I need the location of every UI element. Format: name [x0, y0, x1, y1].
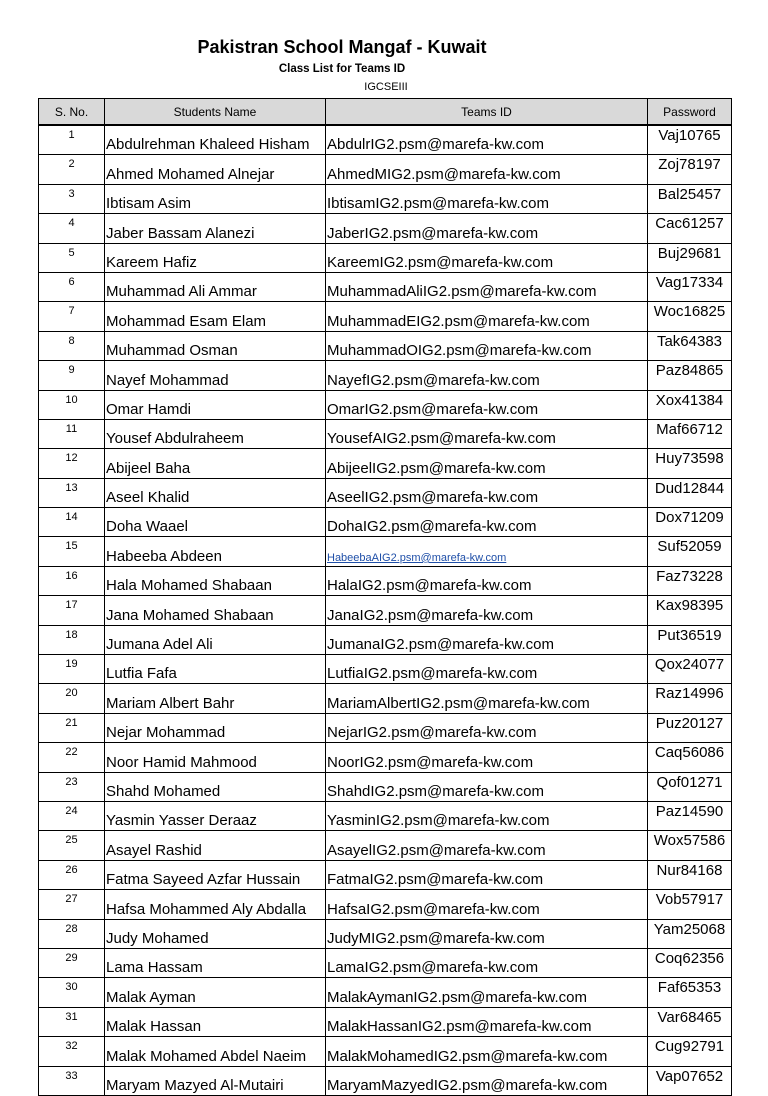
cell-password: Wox57586: [648, 831, 732, 860]
table-row: [39, 684, 732, 713]
cell-student-name: Muhammad Osman: [105, 331, 326, 360]
table-row: [39, 537, 732, 566]
cell-password: Qof01271: [648, 772, 732, 801]
table-row: [39, 978, 732, 1007]
table-row: [39, 713, 732, 742]
cell-student-name: Malak Hassan: [105, 1007, 326, 1036]
cell-teams-id: LamaIG2.psm@marefa-kw.com: [326, 948, 648, 977]
cell-password: Vap07652: [648, 1066, 732, 1095]
table-row: [39, 243, 732, 272]
table-row: [39, 1007, 732, 1036]
cell-password: Faf65353: [648, 978, 732, 1007]
cell-password: Vaj10765: [648, 125, 732, 155]
cell-sno: 16: [39, 566, 105, 595]
cell-student-name: Muhammad Ali Ammar: [105, 272, 326, 301]
cell-student-name: Ahmed Mohamed Alnejar: [105, 155, 326, 184]
cell-teams-id: DohaIG2.psm@marefa-kw.com: [326, 508, 648, 537]
table-row: [39, 184, 732, 213]
cell-password: Kax98395: [648, 596, 732, 625]
cell-sno: 17: [39, 596, 105, 625]
table-row: [39, 272, 732, 301]
table-row: [39, 478, 732, 507]
cell-sno: 8: [39, 331, 105, 360]
cell-student-name: Nayef Mohammad: [105, 361, 326, 390]
cell-student-name: Kareem Hafiz: [105, 243, 326, 272]
cell-teams-id: MalakHassanIG2.psm@marefa-kw.com: [326, 1007, 648, 1036]
cell-teams-id: MalakMohamedIG2.psm@marefa-kw.com: [326, 1037, 648, 1066]
cell-password: Caq56086: [648, 743, 732, 772]
cell-password: Suf52059: [648, 537, 732, 566]
cell-student-name: Yasmin Yasser Deraaz: [105, 801, 326, 830]
table-row: [39, 361, 732, 390]
cell-teams-id: KareemIG2.psm@marefa-kw.com: [326, 243, 648, 272]
cell-student-name: Hafsa Mohammed Aly Abdalla: [105, 890, 326, 919]
cell-password: Buj29681: [648, 243, 732, 272]
table-row: [39, 1066, 732, 1095]
table-row: [39, 125, 732, 155]
cell-student-name: Shahd Mohamed: [105, 772, 326, 801]
table-row: [39, 419, 732, 448]
cell-sno: 13: [39, 478, 105, 507]
table-body: [39, 125, 732, 1095]
cell-student-name: Omar Hamdi: [105, 390, 326, 419]
cell-teams-id: NayefIG2.psm@marefa-kw.com: [326, 361, 648, 390]
cell-teams-id: MuhammadOIG2.psm@marefa-kw.com: [326, 331, 648, 360]
cell-student-name: Malak Ayman: [105, 978, 326, 1007]
cell-sno: 12: [39, 449, 105, 478]
cell-sno: 31: [39, 1007, 105, 1036]
teams-id-link[interactable]: HabeebaAIG2.psm@marefa-kw.com: [327, 551, 507, 564]
cell-student-name: Abdulrehman Khaleed Hisham: [105, 125, 326, 155]
cell-student-name: Nejar Mohammad: [105, 713, 326, 742]
cell-password: Maf66712: [648, 419, 732, 448]
cell-teams-id: AseelIG2.psm@marefa-kw.com: [326, 478, 648, 507]
cell-password: Put36519: [648, 625, 732, 654]
cell-sno: 1: [39, 125, 105, 155]
cell-student-name: Maryam Mazyed Al-Mutairi: [105, 1066, 326, 1095]
cell-teams-id: MalakAymanIG2.psm@marefa-kw.com: [326, 978, 648, 1007]
cell-sno: 29: [39, 948, 105, 977]
cell-teams-id: LutfiaIG2.psm@marefa-kw.com: [326, 655, 648, 684]
cell-password: Vob57917: [648, 890, 732, 919]
table-row: [39, 155, 732, 184]
cell-password: Vag17334: [648, 272, 732, 301]
cell-password: Xox41384: [648, 390, 732, 419]
cell-student-name: Jana Mohamed Shabaan: [105, 596, 326, 625]
cell-password: Paz14590: [648, 801, 732, 830]
cell-sno: 30: [39, 978, 105, 1007]
header-sno: S. No.: [39, 99, 105, 126]
cell-sno: 9: [39, 361, 105, 390]
cell-sno: 23: [39, 772, 105, 801]
cell-password: Cac61257: [648, 214, 732, 243]
table-row: [39, 948, 732, 977]
cell-sno: 27: [39, 890, 105, 919]
cell-teams-id: MuhammadAliIG2.psm@marefa-kw.com: [326, 272, 648, 301]
cell-teams-id: JudyMIG2.psm@marefa-kw.com: [326, 919, 648, 948]
cell-password: Dud12844: [648, 478, 732, 507]
cell-sno: 4: [39, 214, 105, 243]
cell-sno: 20: [39, 684, 105, 713]
cell-password: Puz20127: [648, 713, 732, 742]
cell-sno: 26: [39, 860, 105, 889]
table-row: [39, 214, 732, 243]
cell-password: Zoj78197: [648, 155, 732, 184]
cell-student-name: Malak Mohamed Abdel Naeim: [105, 1037, 326, 1066]
cell-sno: 18: [39, 625, 105, 654]
cell-sno: 19: [39, 655, 105, 684]
cell-teams-id: NejarIG2.psm@marefa-kw.com: [326, 713, 648, 742]
table-row: [39, 390, 732, 419]
cell-teams-id: MuhammadEIG2.psm@marefa-kw.com: [326, 302, 648, 331]
cell-teams-id: AbijeelIG2.psm@marefa-kw.com: [326, 449, 648, 478]
cell-teams-id: FatmaIG2.psm@marefa-kw.com: [326, 860, 648, 889]
cell-teams-id: MariamAlbertIG2.psm@marefa-kw.com: [326, 684, 648, 713]
cell-password: Var68465: [648, 1007, 732, 1036]
cell-student-name: Judy Mohamed: [105, 919, 326, 948]
cell-sno: 14: [39, 508, 105, 537]
class-code: IGCSEIII: [364, 81, 408, 93]
table-row: [39, 655, 732, 684]
cell-student-name: Jumana Adel Ali: [105, 625, 326, 654]
cell-student-name: Yousef Abdulraheem: [105, 419, 326, 448]
cell-sno: 11: [39, 419, 105, 448]
cell-teams-id: AsayelIG2.psm@marefa-kw.com: [326, 831, 648, 860]
cell-password: Woc16825: [648, 302, 732, 331]
cell-teams-id: IbtisamIG2.psm@marefa-kw.com: [326, 184, 648, 213]
cell-sno: 7: [39, 302, 105, 331]
cell-sno: 22: [39, 743, 105, 772]
class-list-table: [38, 98, 732, 1096]
cell-student-name: Mariam Albert Bahr: [105, 684, 326, 713]
cell-teams-id: NoorIG2.psm@marefa-kw.com: [326, 743, 648, 772]
cell-teams-id: JumanaIG2.psm@marefa-kw.com: [326, 625, 648, 654]
cell-password: Tak64383: [648, 331, 732, 360]
cell-password: Yam25068: [648, 919, 732, 948]
cell-student-name: Noor Hamid Mahmood: [105, 743, 326, 772]
cell-password: Qox24077: [648, 655, 732, 684]
header-password: Password: [648, 99, 732, 126]
table-header-row: [39, 99, 732, 126]
cell-sno: 28: [39, 919, 105, 948]
cell-student-name: Doha Waael: [105, 508, 326, 537]
cell-student-name: Habeeba Abdeen: [105, 537, 326, 566]
cell-password: Faz73228: [648, 566, 732, 595]
cell-student-name: Aseel Khalid: [105, 478, 326, 507]
cell-password: Coq62356: [648, 948, 732, 977]
table-row: [39, 596, 732, 625]
cell-teams-id: ShahdIG2.psm@marefa-kw.com: [326, 772, 648, 801]
header-teams-id: Teams ID: [326, 99, 648, 126]
cell-student-name: Jaber Bassam Alanezi: [105, 214, 326, 243]
cell-sno: 33: [39, 1066, 105, 1095]
cell-sno: 10: [39, 390, 105, 419]
cell-teams-id: HalaIG2.psm@marefa-kw.com: [326, 566, 648, 595]
cell-sno: 24: [39, 801, 105, 830]
table-row: [39, 566, 732, 595]
header-student-name: Students Name: [105, 99, 326, 126]
cell-teams-id: YousefAIG2.psm@marefa-kw.com: [326, 419, 648, 448]
cell-teams-id: AhmedMIG2.psm@marefa-kw.com: [326, 155, 648, 184]
cell-password: Huy73598: [648, 449, 732, 478]
cell-teams-id: OmarIG2.psm@marefa-kw.com: [326, 390, 648, 419]
table-row: [39, 772, 732, 801]
cell-password: Dox71209: [648, 508, 732, 537]
table-row: [39, 1037, 732, 1066]
table-row: [39, 331, 732, 360]
table-row: [39, 743, 732, 772]
cell-password: Paz84865: [648, 361, 732, 390]
cell-password: Cug92791: [648, 1037, 732, 1066]
cell-sno: 32: [39, 1037, 105, 1066]
cell-teams-id: HafsaIG2.psm@marefa-kw.com: [326, 890, 648, 919]
document-subtitle: Class List for Teams ID: [278, 63, 406, 75]
cell-student-name: Mohammad Esam Elam: [105, 302, 326, 331]
table-row: [39, 860, 732, 889]
table-row: [39, 449, 732, 478]
cell-sno: 25: [39, 831, 105, 860]
cell-student-name: Hala Mohamed Shabaan: [105, 566, 326, 595]
cell-sno: 2: [39, 155, 105, 184]
cell-teams-id: YasminIG2.psm@marefa-kw.com: [326, 801, 648, 830]
cell-teams-id: [326, 537, 648, 566]
cell-student-name: Abijeel Baha: [105, 449, 326, 478]
cell-student-name: Fatma Sayeed Azfar Hussain: [105, 860, 326, 889]
cell-student-name: Lutfia Fafa: [105, 655, 326, 684]
cell-teams-id: MaryamMazyedIG2.psm@marefa-kw.com: [326, 1066, 648, 1095]
cell-sno: 21: [39, 713, 105, 742]
table-row: [39, 801, 732, 830]
cell-teams-id: JaberIG2.psm@marefa-kw.com: [326, 214, 648, 243]
cell-sno: 6: [39, 272, 105, 301]
table-row: [39, 625, 732, 654]
cell-password: Raz14996: [648, 684, 732, 713]
cell-student-name: Lama Hassam: [105, 948, 326, 977]
table-row: [39, 831, 732, 860]
cell-teams-id: JanaIG2.psm@marefa-kw.com: [326, 596, 648, 625]
cell-student-name: Ibtisam Asim: [105, 184, 326, 213]
cell-sno: 15: [39, 537, 105, 566]
table-row: [39, 508, 732, 537]
table-row: [39, 890, 732, 919]
table-row: [39, 302, 732, 331]
cell-sno: 5: [39, 243, 105, 272]
cell-student-name: Asayel Rashid: [105, 831, 326, 860]
cell-password: Nur84168: [648, 860, 732, 889]
table-row: [39, 919, 732, 948]
cell-teams-id: AbdulrIG2.psm@marefa-kw.com: [326, 125, 648, 155]
cell-password: Bal25457: [648, 184, 732, 213]
document-title: Pakistran School Mangaf - Kuwait: [197, 37, 487, 57]
cell-sno: 3: [39, 184, 105, 213]
